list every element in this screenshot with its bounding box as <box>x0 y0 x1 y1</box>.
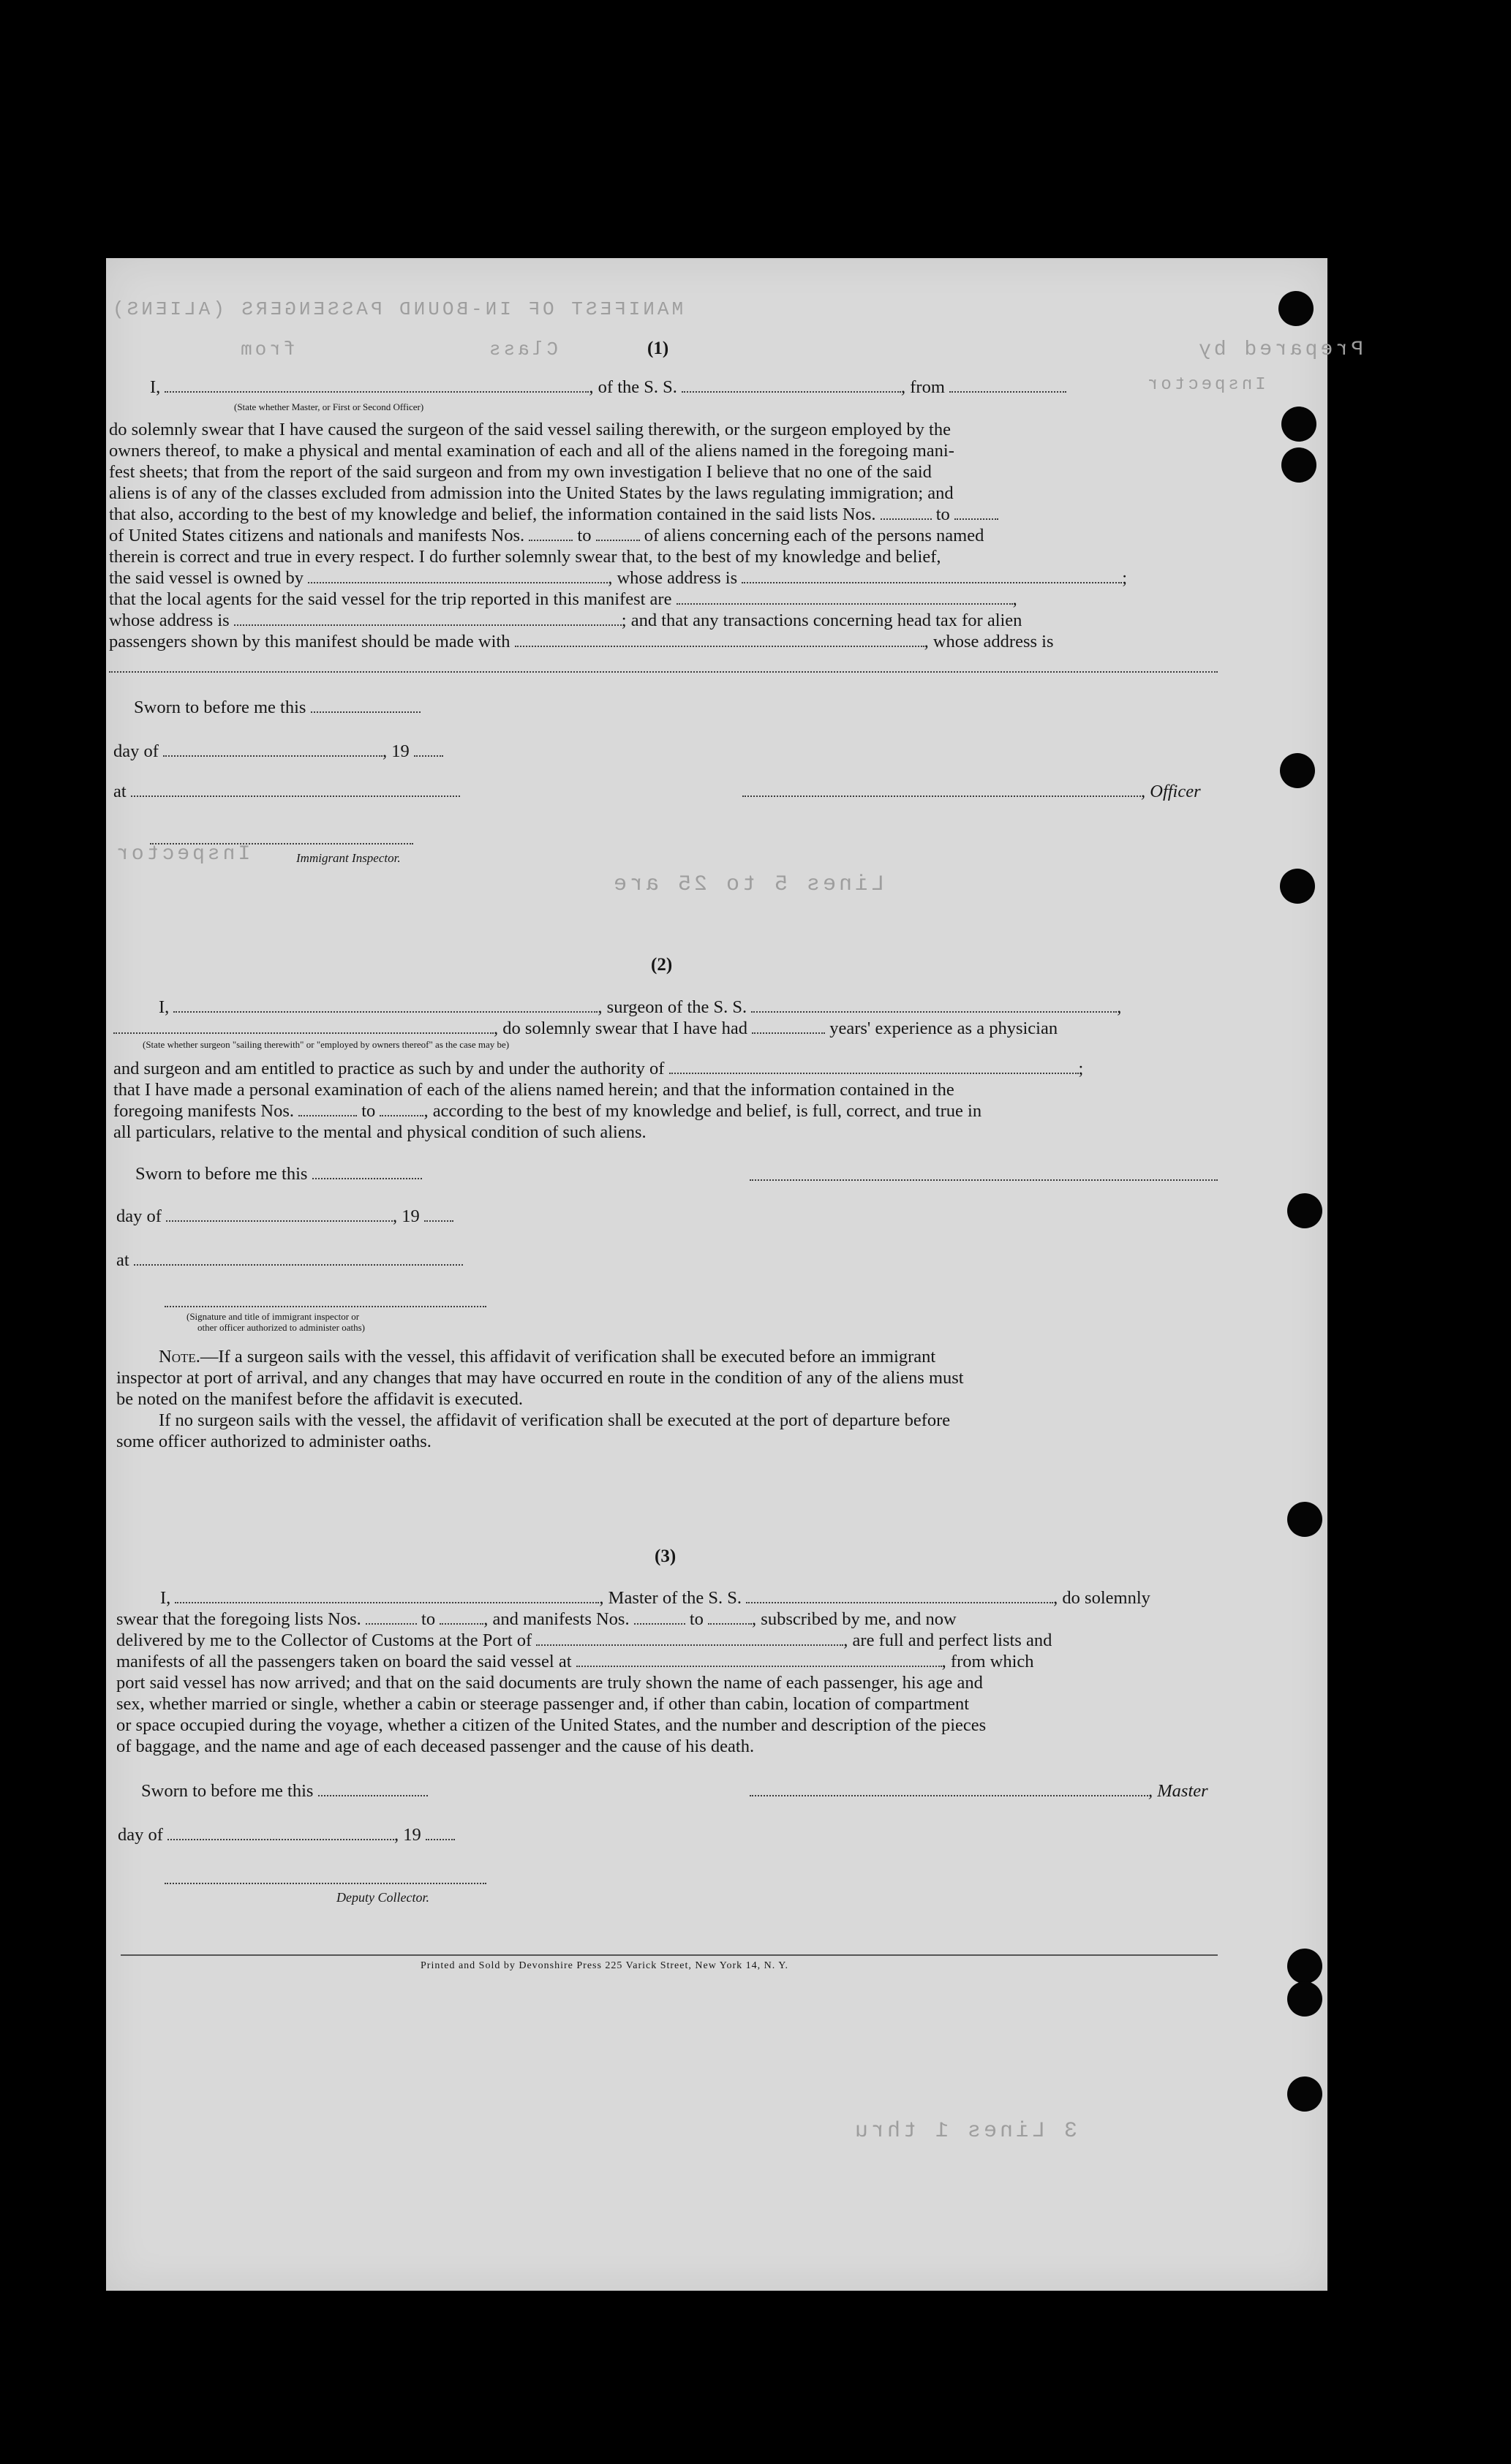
s3-year-field[interactable] <box>426 1826 455 1840</box>
s2-vessel-field[interactable] <box>751 998 1117 1013</box>
s2-body-line-4: all particulars, relative to the mental and physical condition of such aliens. <box>113 1122 647 1142</box>
s1-year-field[interactable] <box>414 742 443 757</box>
s1-body-line-3: fest sheets; that from the report of the said surgeon and from my own investigation I believe that no one of the said <box>109 462 932 482</box>
s1-body-line-7: therein is correct and true in every respect. I do further solemnly swear that, to the best of my knowledge and belief, <box>109 547 941 567</box>
s1-from-field[interactable] <box>949 378 1066 393</box>
punch-hole-6 <box>1287 1193 1322 1228</box>
ghost-sidebar-3: Lines 5 to 25 are <box>611 872 885 897</box>
s2-note-line-4: If no surgeon sails with the vessel, the affidavit of verification shall be executed at the port of departure before <box>159 1410 951 1430</box>
section-3-number: (3) <box>655 1546 677 1566</box>
s1-manifests-to-field[interactable] <box>596 526 640 541</box>
s1-agents-address-field[interactable] <box>234 611 622 626</box>
punch-hole-1 <box>1278 291 1314 326</box>
punch-hole-2 <box>1281 407 1316 442</box>
s1-day-line: day of , 19 <box>113 741 443 762</box>
s2-note-line-2: inspector at port of arrival, and any changes that may have occurred en route in the condition of any of the aliens must <box>116 1368 964 1388</box>
s2-authority-field[interactable] <box>669 1059 1079 1074</box>
s2-surgeon-name-field[interactable] <box>173 998 598 1013</box>
s3-master-signature-field[interactable] <box>750 1782 1148 1796</box>
s3-sworn-line: Sworn to before me this <box>141 1780 428 1802</box>
s1-day-field[interactable] <box>163 742 383 757</box>
s2-note-line-3: be noted on the manifest before the affidavit is executed. <box>116 1389 524 1409</box>
s3-day-field[interactable] <box>167 1826 394 1840</box>
s2-manifests-from-field[interactable] <box>298 1102 357 1116</box>
s2-i-line: I, , surgeon of the S. S. , <box>159 997 1122 1017</box>
s1-officer-name-field[interactable] <box>165 378 589 393</box>
s2-signature-rule[interactable] <box>750 1179 1218 1181</box>
s2-body-line-1: and surgeon and am entitled to practice as such by and under the authority of ; <box>113 1059 1084 1078</box>
s2-body-line-3: foregoing manifests Nos. to , according to the best of my knowledge and belief, is full, correct, and true in <box>113 1101 982 1121</box>
ghost-bottom: 3 Lines 1 thru <box>852 2119 1078 2144</box>
s2-surgeon-type-field[interactable] <box>113 1019 494 1034</box>
s2-manifests-to-field[interactable] <box>380 1102 423 1116</box>
s3-body-line-3: manifests of all the passengers taken on board the said vessel at , from which <box>116 1652 1034 1671</box>
s1-owner-field[interactable] <box>308 569 608 583</box>
s1-address-rule[interactable] <box>109 671 1218 673</box>
s3-vessel-field[interactable] <box>746 1589 1053 1603</box>
s3-body-line-5: sex, whether married or single, whether a cabin or steerage passenger and, if other than cabin, location of compartment <box>116 1694 970 1714</box>
s2-day-line: day of , 19 <box>116 1206 453 1227</box>
s2-year-field[interactable] <box>424 1207 453 1222</box>
s1-officer-signature-field[interactable] <box>742 782 1141 797</box>
s3-manifests-from-field[interactable] <box>634 1610 685 1625</box>
s3-day-line: day of , 19 <box>118 1824 455 1845</box>
s2-do-solemnly-line: , do solemnly swear that I have had years' experience as a physician <box>113 1018 1058 1039</box>
s1-body-line-9: that the local agents for the said vessel for the trip reported in this manifest are , <box>109 589 1017 609</box>
s1-body-line-8: the said vessel is owned by , whose address is ; <box>109 568 1128 588</box>
s1-body-line-11: passengers shown by this manifest should be made with , whose address is <box>109 632 1054 651</box>
s2-years-field[interactable] <box>752 1019 825 1034</box>
s2-body-line-2: that I have made a personal examination of each of the aliens named herein; and that the information contained in the <box>113 1080 954 1100</box>
s1-vessel-field[interactable] <box>682 378 901 393</box>
s2-sworn-field[interactable] <box>312 1165 422 1179</box>
s3-body-line-6: or space occupied during the voyage, whether a citizen of the United States, and the number and description of the pieces <box>116 1715 987 1735</box>
ghost-header-3: from <box>238 339 295 360</box>
s1-lists-from-field[interactable] <box>881 505 932 520</box>
section-1-number: (1) <box>647 339 669 358</box>
s1-i-line: I, , of the S. S. , from <box>150 377 1066 398</box>
s1-body-line-1: do solemnly swear that I have caused the surgeon of the said vessel sailing therewith, or the surgeon employed by the <box>109 420 951 439</box>
s3-master-line: , Master <box>750 1780 1208 1802</box>
s3-port-field[interactable] <box>536 1631 843 1646</box>
s1-at-line: at <box>113 781 460 802</box>
s1-body-line-6: of United States citizens and nationals and manifests Nos. to of aliens concerning each of the persons named <box>109 526 984 545</box>
s3-body-line-1: swear that the foregoing lists Nos. to , and manifests Nos. to , subscribed by me, and now <box>116 1609 957 1629</box>
punch-hole-3 <box>1281 447 1316 483</box>
manifest-page <box>106 258 1363 2291</box>
s2-sig-note-2: other officer authorized to administer oaths) <box>197 1322 365 1333</box>
s3-body-line-2: delivered by me to the Collector of Customs at the Port of , are full and perfect lists and <box>116 1630 1052 1650</box>
ghost-sidebar-2: Inspector <box>1145 375 1266 395</box>
s1-manifests-from-field[interactable] <box>529 526 573 541</box>
s2-at-line: at <box>116 1250 463 1271</box>
punch-hole-5 <box>1280 869 1315 904</box>
s3-lists-from-field[interactable] <box>366 1610 417 1625</box>
s3-i-line: I, , Master of the S. S. , do solemnly <box>160 1588 1150 1608</box>
ghost-header-2: Class <box>486 339 559 360</box>
s2-state-note: (State whether surgeon "sailing therewith" or "employed by owners thereof" as the case may be) <box>143 1039 510 1050</box>
s3-taken-at-field[interactable] <box>576 1652 942 1667</box>
ghost-sidebar-1: Prepared by <box>1196 339 1363 361</box>
s1-sworn-line: Sworn to before me this <box>134 697 421 718</box>
punch-hole-4 <box>1280 753 1315 788</box>
s1-state-note: (State whether Master, or First or Second Officer) <box>234 401 424 412</box>
punch-hole-7 <box>1287 1502 1322 1537</box>
s2-note-line-1: Note.—If a surgeon sails with the vessel, this affidavit of verification shall be executed before an immigrant <box>159 1347 936 1367</box>
s3-manifests-to-field[interactable] <box>708 1610 752 1625</box>
s1-body-line-4: aliens is of any of the classes excluded from admission into the United States by the laws regulating immigration; and <box>109 483 954 503</box>
s1-sworn-field[interactable] <box>311 698 421 713</box>
section-2-number: (2) <box>651 955 673 975</box>
s1-agents-field[interactable] <box>677 590 1013 605</box>
printer-footer: Printed and Sold by Devonshire Press 225 Varick Street, New York 14, N. Y. <box>421 1960 789 1971</box>
ghost-inspector: Inspector <box>113 843 251 866</box>
ghost-header-1: MANIFEST OF IN-BOUND PASSENGERS (ALIENS) <box>110 298 684 320</box>
punch-hole-9 <box>1287 1981 1322 2017</box>
punch-hole-10 <box>1287 2076 1322 2112</box>
s3-body-line-4: port said vessel has now arrived; and that on the said documents are truly shown the name of each passenger, his age and <box>116 1673 983 1693</box>
s3-deputy-rule[interactable] <box>165 1883 486 1884</box>
s3-lists-to-field[interactable] <box>440 1610 483 1625</box>
s3-sworn-field[interactable] <box>318 1782 428 1796</box>
s1-body-line-2: owners thereof, to make a physical and mental examination of each and all of the aliens named in the foregoing mani- <box>109 441 954 461</box>
s2-at-field[interactable] <box>134 1251 463 1266</box>
s2-note-line-5: some officer authorized to administer oaths. <box>116 1432 432 1451</box>
s3-deputy-collector: Deputy Collector. <box>336 1890 429 1905</box>
s1-lists-to-field[interactable] <box>954 505 998 520</box>
footer-rule <box>121 1954 1218 1956</box>
s1-at-field[interactable] <box>131 782 460 797</box>
s1-transactions-field[interactable] <box>515 632 924 647</box>
s2-inspector-rule[interactable] <box>165 1306 486 1307</box>
s3-master-name-field[interactable] <box>175 1589 599 1603</box>
s1-inspector-rule[interactable] <box>150 843 413 844</box>
s2-sworn-line: Sworn to before me this <box>135 1163 422 1184</box>
s1-body-line-5: that also, according to the best of my knowledge and belief, the information contained in the said lists Nos. to <box>109 504 998 525</box>
s1-owner-address-field[interactable] <box>742 569 1122 583</box>
s1-body-line-10: whose address is ; and that any transactions concerning head tax for alien <box>109 611 1022 630</box>
s1-immigrant-inspector: Immigrant Inspector. <box>296 851 401 865</box>
s2-day-field[interactable] <box>166 1207 393 1222</box>
punch-hole-8 <box>1287 1949 1322 1984</box>
s1-officer-line: , Officer <box>742 781 1201 802</box>
s3-body-line-7: of baggage, and the name and age of each deceased passenger and the cause of his death. <box>116 1736 755 1756</box>
s2-sig-note-1: (Signature and title of immigrant inspector or <box>186 1311 360 1322</box>
